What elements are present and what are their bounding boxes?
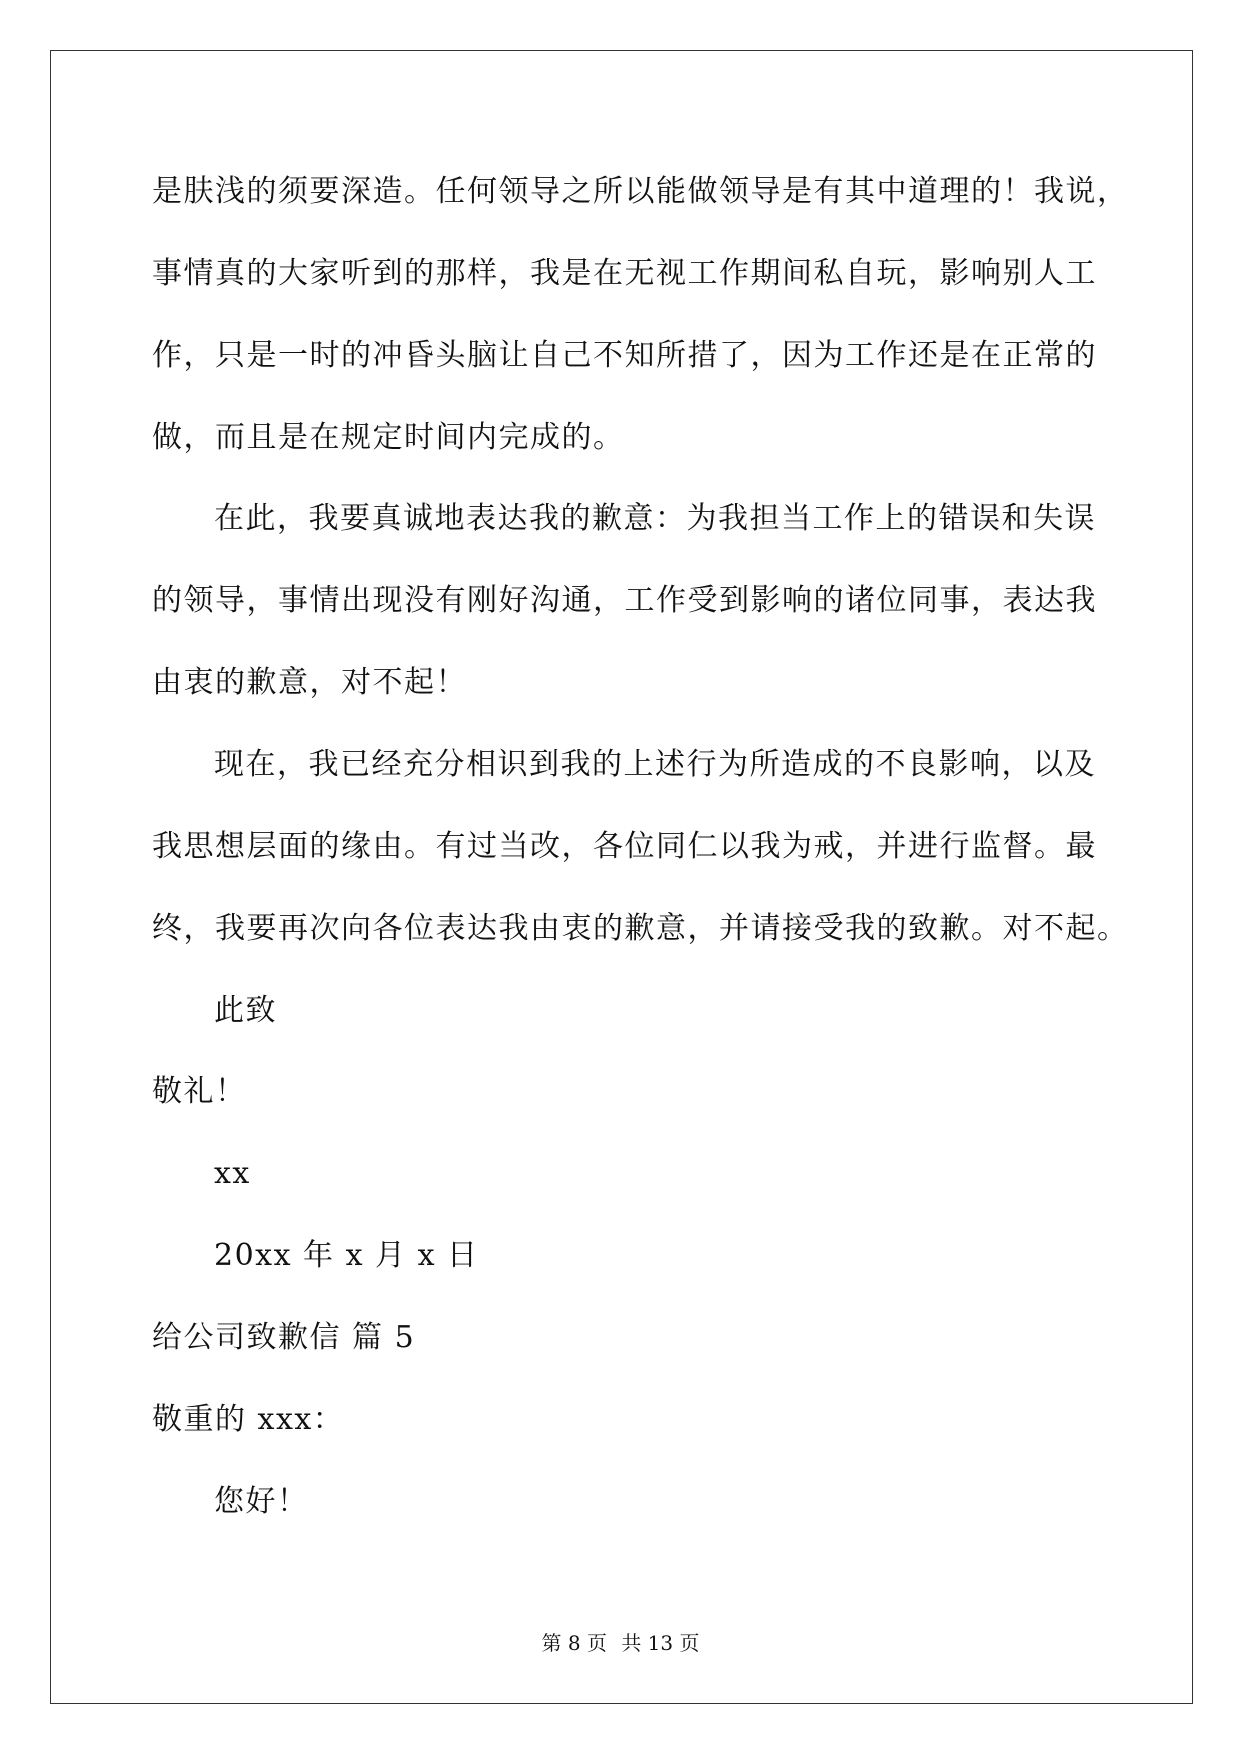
salutation-line: 敬礼！ bbox=[152, 1074, 247, 1109]
body-line-1: 是肤浅的须要深造。任何领导之所以能做领导是有其中道理的！我说， bbox=[152, 174, 1129, 209]
body-line-2: 事情真的大家听到的那样，我是在无视工作期间私自玩，影响别人工 bbox=[152, 256, 1097, 291]
body-line-7: 由衷的歉意，对不起！ bbox=[152, 665, 467, 700]
body-line-3: 作，只是一时的冲昏头脑让自己不知所措了，因为工作还是在正常的 bbox=[152, 338, 1097, 373]
greeting-line: 您好！ bbox=[214, 1484, 309, 1519]
body-line-9: 我思想层面的缘由。有过当改，各位同仁以我为戒，并进行监督。最 bbox=[152, 829, 1097, 864]
closing-line: 此致 bbox=[214, 993, 277, 1028]
page-border bbox=[50, 50, 1193, 1704]
section-heading: 给公司致歉信 篇 5 bbox=[152, 1320, 416, 1355]
body-line-10: 终，我要再次向各位表达我由衷的歉意，并请接受我的致歉。对不起。 bbox=[152, 911, 1129, 946]
page-total: 共 13 页 bbox=[621, 1631, 700, 1655]
body-line-4: 做，而且是在规定时间内完成的。 bbox=[152, 420, 625, 455]
page-footer bbox=[0, 1630, 1241, 1656]
signature-date: 20xx 年 x 月 x 日 bbox=[214, 1238, 479, 1273]
recipient-line: 敬重的 xxx： bbox=[152, 1402, 345, 1437]
body-line-5: 在此，我要真诚地表达我的歉意：为我担当工作上的错误和失误 bbox=[214, 501, 1096, 536]
page-number: 第 8 页 bbox=[541, 1631, 607, 1655]
signature-name: xx bbox=[214, 1156, 251, 1191]
body-line-6: 的领导，事情出现没有刚好沟通，工作受到影响的诸位同事，表达我 bbox=[152, 583, 1097, 618]
body-line-8: 现在，我已经充分相识到我的上述行为所造成的不良影响，以及 bbox=[214, 747, 1096, 782]
